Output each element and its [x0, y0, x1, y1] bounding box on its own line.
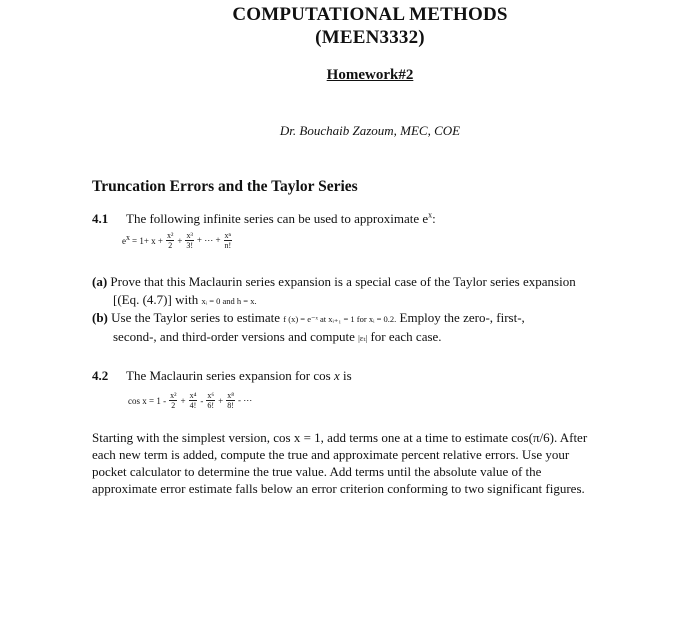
operator: -: [200, 395, 204, 406]
course-code: (MEEN3332): [315, 27, 425, 48]
part-label: (b): [92, 310, 108, 325]
course-title: COMPUTATIONAL METHODS: [232, 4, 508, 25]
term-fraction: [226, 391, 235, 410]
plus-sign: +: [177, 235, 183, 246]
problem-4-1-intro: [92, 210, 436, 228]
numerator: x²: [170, 391, 177, 400]
eq-lhs-sup: x: [126, 232, 130, 242]
colon: :: [432, 211, 436, 226]
part-text: Use the Taylor series to estimate: [111, 310, 281, 325]
term-fraction: [224, 231, 233, 250]
problem-text: is: [342, 368, 352, 383]
part-text: second-, and third-order versions and compute: [113, 329, 355, 344]
eq-lhs: [122, 232, 130, 246]
denominator: 3!: [186, 241, 193, 250]
term-fraction: [206, 391, 215, 410]
paragraph-line: each new term is added, compute the true and approximate percent relative errors. Use your: [92, 447, 570, 462]
paragraph-line: Starting with the simplest version, cos x = 1, add terms one at a time to estimate cos(π/6). After: [92, 430, 588, 445]
homework-heading: [0, 67, 700, 84]
part-b-line2: [113, 328, 442, 347]
part-text: Prove that this Maclaurin series expansion is a special case of the Taylor series expansion: [110, 274, 576, 289]
ellipsis: - ⋯: [238, 395, 253, 405]
problem-4-2-intro: [92, 367, 352, 385]
denominator: 8!: [227, 401, 234, 410]
numerator: x³: [186, 231, 193, 240]
exponent: x: [428, 210, 433, 220]
paragraph-line: approximate error estimate falls below an error criterion conforming to two significant figures.: [92, 481, 585, 496]
numerator: xⁿ: [224, 231, 232, 240]
homework-label: Homework#2: [326, 67, 414, 83]
operator: +: [180, 395, 186, 406]
denominator: 4!: [189, 401, 197, 410]
problem-number: 4.2: [92, 368, 109, 383]
inline-math: xᵢ = 0 and h = x.: [201, 296, 257, 306]
cos-series-equation: [128, 391, 252, 410]
denominator: 2: [168, 241, 173, 250]
numerator: x⁶: [207, 391, 215, 400]
part-text: [(Eq. (4.7)] with: [113, 292, 199, 307]
term-fraction: [185, 231, 193, 250]
numerator: x⁸: [227, 391, 235, 400]
inline-math: f (x) = e⁻ˣ at xᵢ₊₁ = 1 for xᵢ = 0.2.: [283, 314, 397, 324]
denominator: n!: [224, 241, 232, 250]
paragraph-line: pocket calculator to determine the true value. Add terms until the absolute value of the: [92, 464, 542, 479]
inline-math: |εₜ|: [358, 333, 368, 343]
eq-start: = 1+ x +: [132, 235, 163, 246]
part-b-line1: [92, 309, 525, 328]
problem-text: The Maclaurin series expansion for cos: [126, 368, 331, 383]
numerator: x⁴: [189, 391, 197, 400]
part-a-line2: [113, 291, 257, 310]
term-fraction: [166, 231, 174, 250]
problem-number: 4.1: [92, 211, 109, 226]
problem-text: The following infinite series can be used to approximate e: [126, 211, 429, 226]
variable: x: [333, 368, 340, 383]
eq-lhs-base: e: [122, 235, 126, 246]
part-text: Employ the zero-, first-,: [399, 310, 525, 325]
numerator: x²: [166, 231, 174, 240]
part-label: (a): [92, 274, 108, 289]
term-fraction: [169, 391, 177, 410]
ellipsis: + ⋯ +: [196, 235, 221, 245]
author-line: Dr. Bouchaib Zazoum, MEC, COE: [279, 123, 461, 138]
denominator: 6!: [207, 401, 215, 410]
part-a-line1: [92, 273, 576, 291]
term-fraction: [189, 391, 198, 410]
denominator: 2: [171, 401, 176, 410]
operator: +: [218, 395, 224, 406]
exp-series-equation: [122, 231, 233, 250]
part-text: for each case.: [370, 329, 442, 344]
eq-lhs: cos x = 1 -: [128, 395, 167, 406]
section-title: Truncation Errors and the Taylor Series: [92, 178, 358, 195]
